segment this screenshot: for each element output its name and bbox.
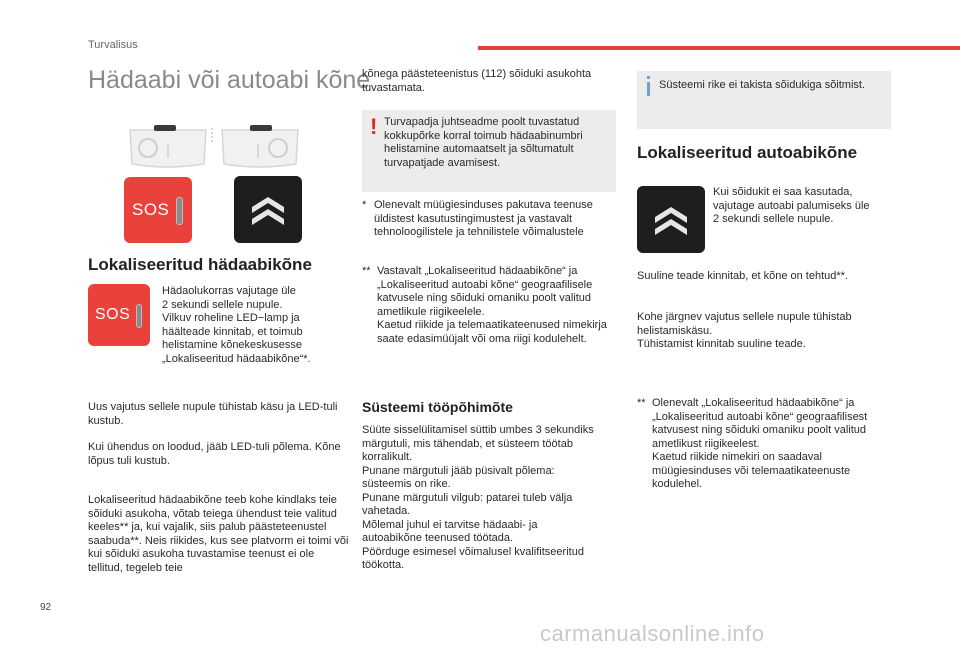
- cancel-line: Kohe järgnev vajutus sellele nupule tühistab: [637, 311, 852, 323]
- assistance-button-small: [637, 186, 705, 253]
- page-title: Hädaabi või autoabi kõne: [88, 66, 371, 94]
- intro-line: Hädaolukorras vajutage üle: [162, 285, 296, 297]
- sos-button-small: [88, 284, 150, 346]
- sos-label: SOS: [132, 200, 170, 219]
- led-indicator-small-icon: [136, 304, 142, 328]
- chevron-logo-small-icon: [651, 199, 691, 239]
- led-indicator-icon: [176, 197, 183, 225]
- airbag-warning-box: [362, 110, 616, 192]
- watermark: carmanualsonline.info: [540, 621, 765, 646]
- emergency-call-heading: Lokaliseeritud hädaabikõne: [88, 255, 312, 274]
- warning-text: Turvapadja juhtseadme poolt tuvastatud kokkupõrke korral toimub hädaabinumbri helistamine automaatselt ja sõltumatult turvapatjade avamisest.: [384, 116, 583, 169]
- intro-line: vajutage autoabi palumiseks üle: [713, 199, 870, 212]
- voice-confirm-paragraph: Suuline teade kinnitab, et kõne on tehtud**.: [637, 270, 848, 282]
- footnote-2-text: Vastavalt „Lokaliseeritud hädaabikõne“ ja „Lokaliseeritud autoabi kõne“ geograafilisele katvusele ning sõiduki omaniku poolt valitud ametlikule riigikeelele.: [377, 265, 593, 318]
- footnote-3-text: Olenevalt „Lokaliseeritud hädaabikõne“ ja „Lokaliseeritud autoabi kõne“ geograafilisest katvusest ning sõiduki omaniku poolt valitud ametlikust riigikeelest.: [652, 397, 868, 450]
- body-line: märgutuli, mis tähendab, et süsteem töötab: [362, 437, 573, 450]
- footnote-2b-text: Kaetud riikide ja telemaatikateenused nimekirja saate edasimüüjalt või oma riigi kodulehelt.: [377, 319, 607, 345]
- footnote-1-mark: *: [362, 199, 367, 211]
- footnote-3-mark: **: [637, 397, 646, 409]
- rearview-mirror-icon: [126, 124, 306, 172]
- body-line: Pöörduge esimesel võimalusel kvalifitseeritud: [362, 545, 584, 558]
- sos-small-label: SOS: [95, 306, 131, 323]
- footnote-3: [637, 397, 893, 492]
- assistance-intro: [713, 186, 903, 227]
- body-line: süsteemis on rike.: [362, 478, 451, 490]
- assistance-call-heading: Lokaliseeritud autoabikõne: [637, 143, 858, 162]
- section-label: Turvalisus: [88, 39, 138, 51]
- info-box: [637, 71, 891, 129]
- footnote-1-text: Olenevalt müügiesinduses pakutava teenuse üldistest kasutustingimustest ja vastavalt tehnoloogilistele ja tehnilistele võimalustele: [374, 199, 593, 238]
- sos-button-illustration: [124, 177, 192, 243]
- footnote-2: [362, 265, 618, 346]
- intro-line: Vilkuv roheline LED−lamp ja: [162, 312, 300, 324]
- chevron-logo-icon: [248, 189, 288, 229]
- footnote-1: [362, 199, 618, 240]
- intro-line: 2 sekundi sellele nupule.: [162, 298, 283, 311]
- info-text: Süsteemi rike ei takista sõidukiga sõitmist.: [659, 79, 866, 91]
- mirror-illustration: [126, 124, 306, 172]
- body-line: korralikult.: [362, 451, 413, 463]
- header-accent-bar: [478, 46, 960, 50]
- emergency-intro: [162, 285, 352, 366]
- location-paragraph: Lokaliseeritud hädaabikõne teeb kohe kindlaks teie sõiduki asukoha, võtab teiega ühendust teie valitud keeles** ja, kui vajalik, siis palub päästeteenustel saabuda**. Neis riikides, kus see platvorm ei toimi või kui sõiduki asukoha tuvastamise teenust ei ole tellitud, tegeleb teie: [88, 494, 349, 574]
- body-line: autoabikõne teenused töötada.: [362, 532, 514, 544]
- cancel-paragraph: Uus vajutus sellele nupule tühistab käsu ja LED-tuli kustub.: [88, 401, 338, 427]
- footnote-2-body: [377, 265, 618, 346]
- intro-line: helistamine kõnekeskusesse: [162, 339, 303, 351]
- body-line: Mõlemal juhul ei tarvitse hädaabi- ja: [362, 518, 538, 531]
- intro-line: „Lokaliseeritud hädaabikõne“*.: [162, 352, 311, 365]
- intro-line: häälteade kinnitab, et toimub: [162, 325, 303, 338]
- system-operation-body: [362, 424, 622, 573]
- body-line: Punane märgutuli vilgub: patarei tuleb välja: [362, 491, 573, 504]
- page-number: 92: [40, 602, 52, 613]
- info-icon-dot: [647, 76, 650, 79]
- body-line: Süüte sisselülitamisel süttib umbes 3 sekundiks: [362, 424, 594, 436]
- body-line: töökotta.: [362, 559, 405, 571]
- body-line: vahetada.: [362, 505, 411, 517]
- cancel-call-paragraph: [637, 311, 897, 352]
- intro-line: 2 sekundi sellele nupule.: [713, 213, 834, 225]
- footnote-3-body: [652, 397, 893, 492]
- assistance-button-illustration: [234, 176, 302, 243]
- cancel-line: Tühistamist kinnitab suuline teade.: [637, 338, 806, 350]
- system-operation-heading: Süsteemi tööpõhimõte: [362, 399, 513, 415]
- info-icon: [647, 82, 650, 96]
- intro-line: Kui sõidukit ei saa kasutada,: [713, 186, 853, 198]
- body-line: Punane märgutuli jääb püsivalt põlema:: [362, 464, 555, 477]
- cancel-line: helistamiskäsu.: [637, 324, 713, 337]
- footnote-3b-text: Kaetud riikide nimekiri on saadaval müügiesinduses või telemaatikateenuste kodulehel.: [652, 451, 851, 490]
- led-paragraph: Kui ühendus on loodud, jääb LED-tuli põlema. Kõne lõpus tuli kustub.: [88, 441, 341, 467]
- footnote-2-mark: **: [362, 265, 371, 277]
- continued-paragraph: kõnega päästeteenistus (112) sõiduki asukohta tuvastamata.: [362, 68, 592, 94]
- warning-icon: !: [370, 114, 378, 139]
